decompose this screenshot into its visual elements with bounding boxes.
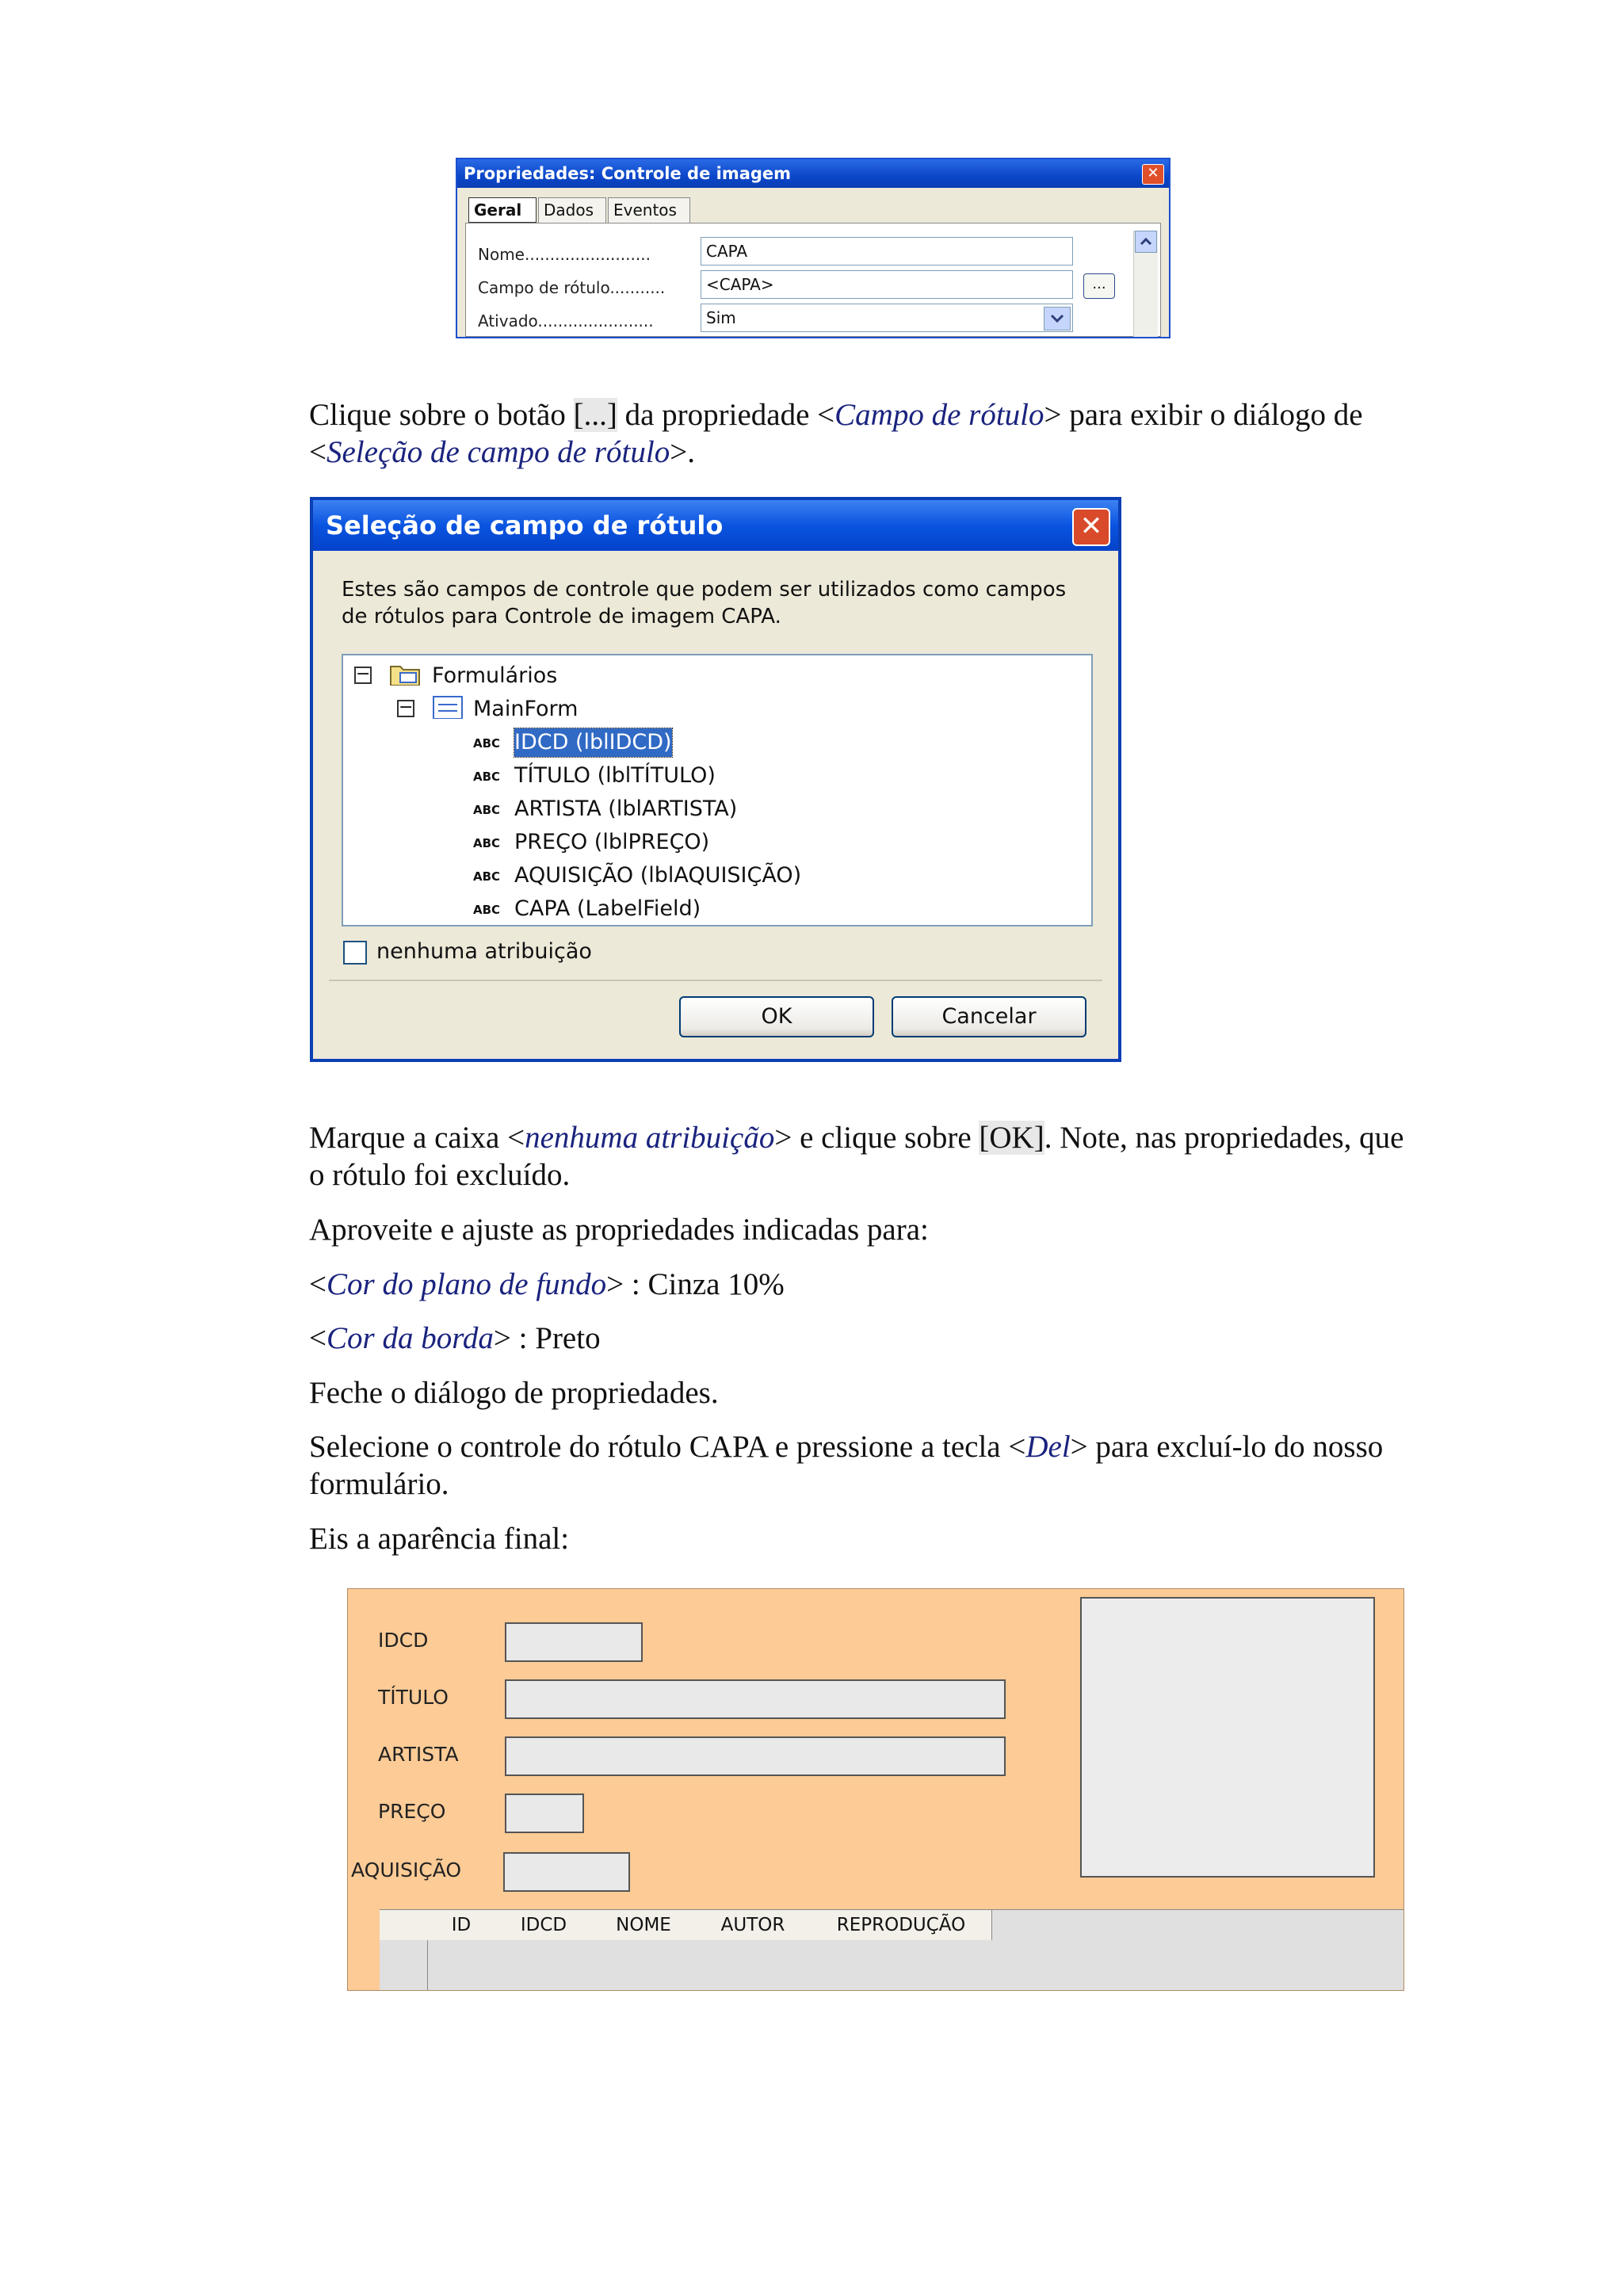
button-reference: [...]: [573, 398, 617, 432]
abc-icon: ABC: [473, 869, 501, 884]
no-assignment-label: nenhuma atribuição: [376, 939, 592, 964]
chevron-up-icon[interactable]: [1135, 231, 1157, 253]
instruction-paragraph-2: [309, 1119, 1482, 1194]
text: > para exibir o diálogo de: [1044, 398, 1363, 432]
text: . Note, nas propriedades, que: [1044, 1121, 1404, 1155]
tree-node-field[interactable]: PREÇO (lblPREÇO): [514, 830, 710, 854]
text: da propriedade <: [617, 398, 835, 432]
ok-button[interactable]: OK: [679, 996, 874, 1037]
form-label-titulo: TÍTULO: [378, 1686, 449, 1709]
tree-node-field[interactable]: ARTISTA (lblARTISTA): [514, 797, 738, 821]
nome-label: Nome.........................: [478, 245, 651, 264]
abc-icon: ABC: [473, 903, 501, 917]
ativado-select[interactable]: Sim: [701, 304, 1073, 332]
tree-node-field[interactable]: CAPA (LabelField): [514, 896, 701, 921]
abc-icon: ABC: [473, 836, 501, 850]
tab-eventos[interactable]: Eventos: [608, 197, 690, 223]
nome-field[interactable]: CAPA: [701, 237, 1073, 266]
property-name: Cor da borda: [327, 1321, 494, 1355]
dialog-description: Estes são campos de controle que podem ser utilizados como campos de rótulos para Controle de imagem CAPA.: [342, 578, 1067, 628]
campo-rotulo-label: Campo de rótulo...........: [478, 278, 666, 297]
campo-rotulo-field[interactable]: <CAPA>: [701, 270, 1073, 299]
ativado-label: Ativado.......................: [478, 311, 654, 330]
titulo-field[interactable]: [505, 1679, 1006, 1719]
grid-header-autor[interactable]: AUTOR: [695, 1910, 812, 1940]
text: Selecione o controle do rótulo CAPA e pressione a tecla <: [309, 1430, 1026, 1464]
text: <: [309, 1321, 327, 1355]
tab-dados[interactable]: Dados: [538, 197, 606, 223]
text: > : Preto: [493, 1321, 601, 1355]
abc-icon: ABC: [473, 770, 501, 784]
artista-field[interactable]: [505, 1736, 1006, 1776]
form-label-artista: ARTISTA: [378, 1743, 459, 1766]
data-grid[interactable]: [380, 1909, 1403, 1990]
dialog-name: Seleção de campo de rótulo: [327, 435, 670, 469]
form-label-preco: PREÇO: [378, 1800, 446, 1823]
collapse-icon[interactable]: −: [356, 664, 371, 684]
text: <: [309, 1267, 327, 1301]
separator: [329, 980, 1102, 981]
idcd-field[interactable]: [505, 1622, 643, 1662]
text: formulário.: [309, 1467, 449, 1501]
properties-dialog: [456, 158, 1170, 338]
grid-header-nome[interactable]: NOME: [592, 1910, 696, 1940]
tree-node-field[interactable]: IDCD (lblIDCD): [514, 728, 672, 757]
form-label-aquisicao: AQUISIÇÃO: [351, 1859, 462, 1881]
text: Marque a caixa <: [309, 1121, 525, 1155]
aquisicao-field[interactable]: [503, 1852, 630, 1892]
grid-header-idcd[interactable]: IDCD: [495, 1910, 593, 1940]
close-icon[interactable]: ✕: [1072, 508, 1110, 546]
instruction-paragraph-8: Eis a aparência final:: [309, 1522, 570, 1556]
text: > e clique sobre: [774, 1121, 980, 1155]
cancel-button[interactable]: Cancelar: [892, 996, 1086, 1037]
grid-row-header: [380, 1910, 428, 1940]
abc-icon: ABC: [473, 803, 501, 817]
key-name: Del: [1025, 1430, 1071, 1464]
tree-node-field[interactable]: AQUISIÇÃO (lblAQUISIÇÃO): [514, 863, 802, 888]
text: <: [309, 435, 327, 469]
grid-row-selector[interactable]: [380, 1940, 428, 1990]
form-label-idcd: IDCD: [378, 1629, 429, 1652]
instruction-paragraph-5: [309, 1320, 601, 1357]
tree-node-formularios[interactable]: Formulários: [432, 663, 558, 688]
abc-icon: ABC: [473, 736, 501, 751]
no-assignment-checkbox[interactable]: [343, 941, 367, 965]
instruction-paragraph-3: Aproveite e ajuste as propriedades indicadas para:: [309, 1213, 929, 1247]
tree-node-mainform[interactable]: MainForm: [473, 697, 579, 721]
instruction-paragraph-4: [309, 1266, 785, 1303]
property-name: Campo de rótulo: [834, 398, 1044, 432]
chevron-down-icon[interactable]: [1044, 307, 1071, 330]
instruction-paragraph-6: Feche o diálogo de propriedades.: [309, 1376, 719, 1410]
tree-node-field[interactable]: TÍTULO (lblTÍTULO): [514, 763, 716, 788]
image-control[interactable]: [1080, 1597, 1375, 1878]
text: Clique sobre o botão: [309, 398, 574, 432]
properties-title: Propriedades: Controle de imagem: [457, 159, 1169, 188]
dialog-title: Seleção de campo de rótulo: [313, 500, 1118, 551]
instruction-paragraph-7: [309, 1428, 1482, 1503]
text: >.: [670, 435, 695, 469]
property-name: Cor do plano de fundo: [327, 1267, 607, 1301]
field-tree: [342, 654, 1093, 926]
folder-icon: [389, 662, 421, 686]
dots-button[interactable]: ...: [1083, 273, 1115, 299]
close-icon[interactable]: ✕: [1142, 164, 1164, 185]
button-reference: [OK]: [979, 1121, 1044, 1155]
scrollbar[interactable]: [1133, 231, 1158, 337]
grid-header-reproducao[interactable]: REPRODUÇÃO: [811, 1910, 992, 1940]
text: o rótulo foi excluído.: [309, 1158, 571, 1192]
instruction-paragraph-1: [309, 396, 1482, 471]
tab-geral[interactable]: Geral: [468, 197, 537, 223]
form-icon: [432, 695, 464, 719]
collapse-icon[interactable]: −: [399, 697, 414, 717]
grid-header-id[interactable]: ID: [427, 1910, 496, 1940]
label-field-selection-dialog: [310, 497, 1121, 1062]
text: > : Cinza 10%: [606, 1267, 785, 1301]
preco-field[interactable]: [505, 1794, 584, 1833]
checkbox-name: nenhuma atribuição: [525, 1121, 775, 1155]
text: > para excluí-lo do nosso: [1070, 1430, 1384, 1464]
final-form-preview: [347, 1588, 1404, 1991]
